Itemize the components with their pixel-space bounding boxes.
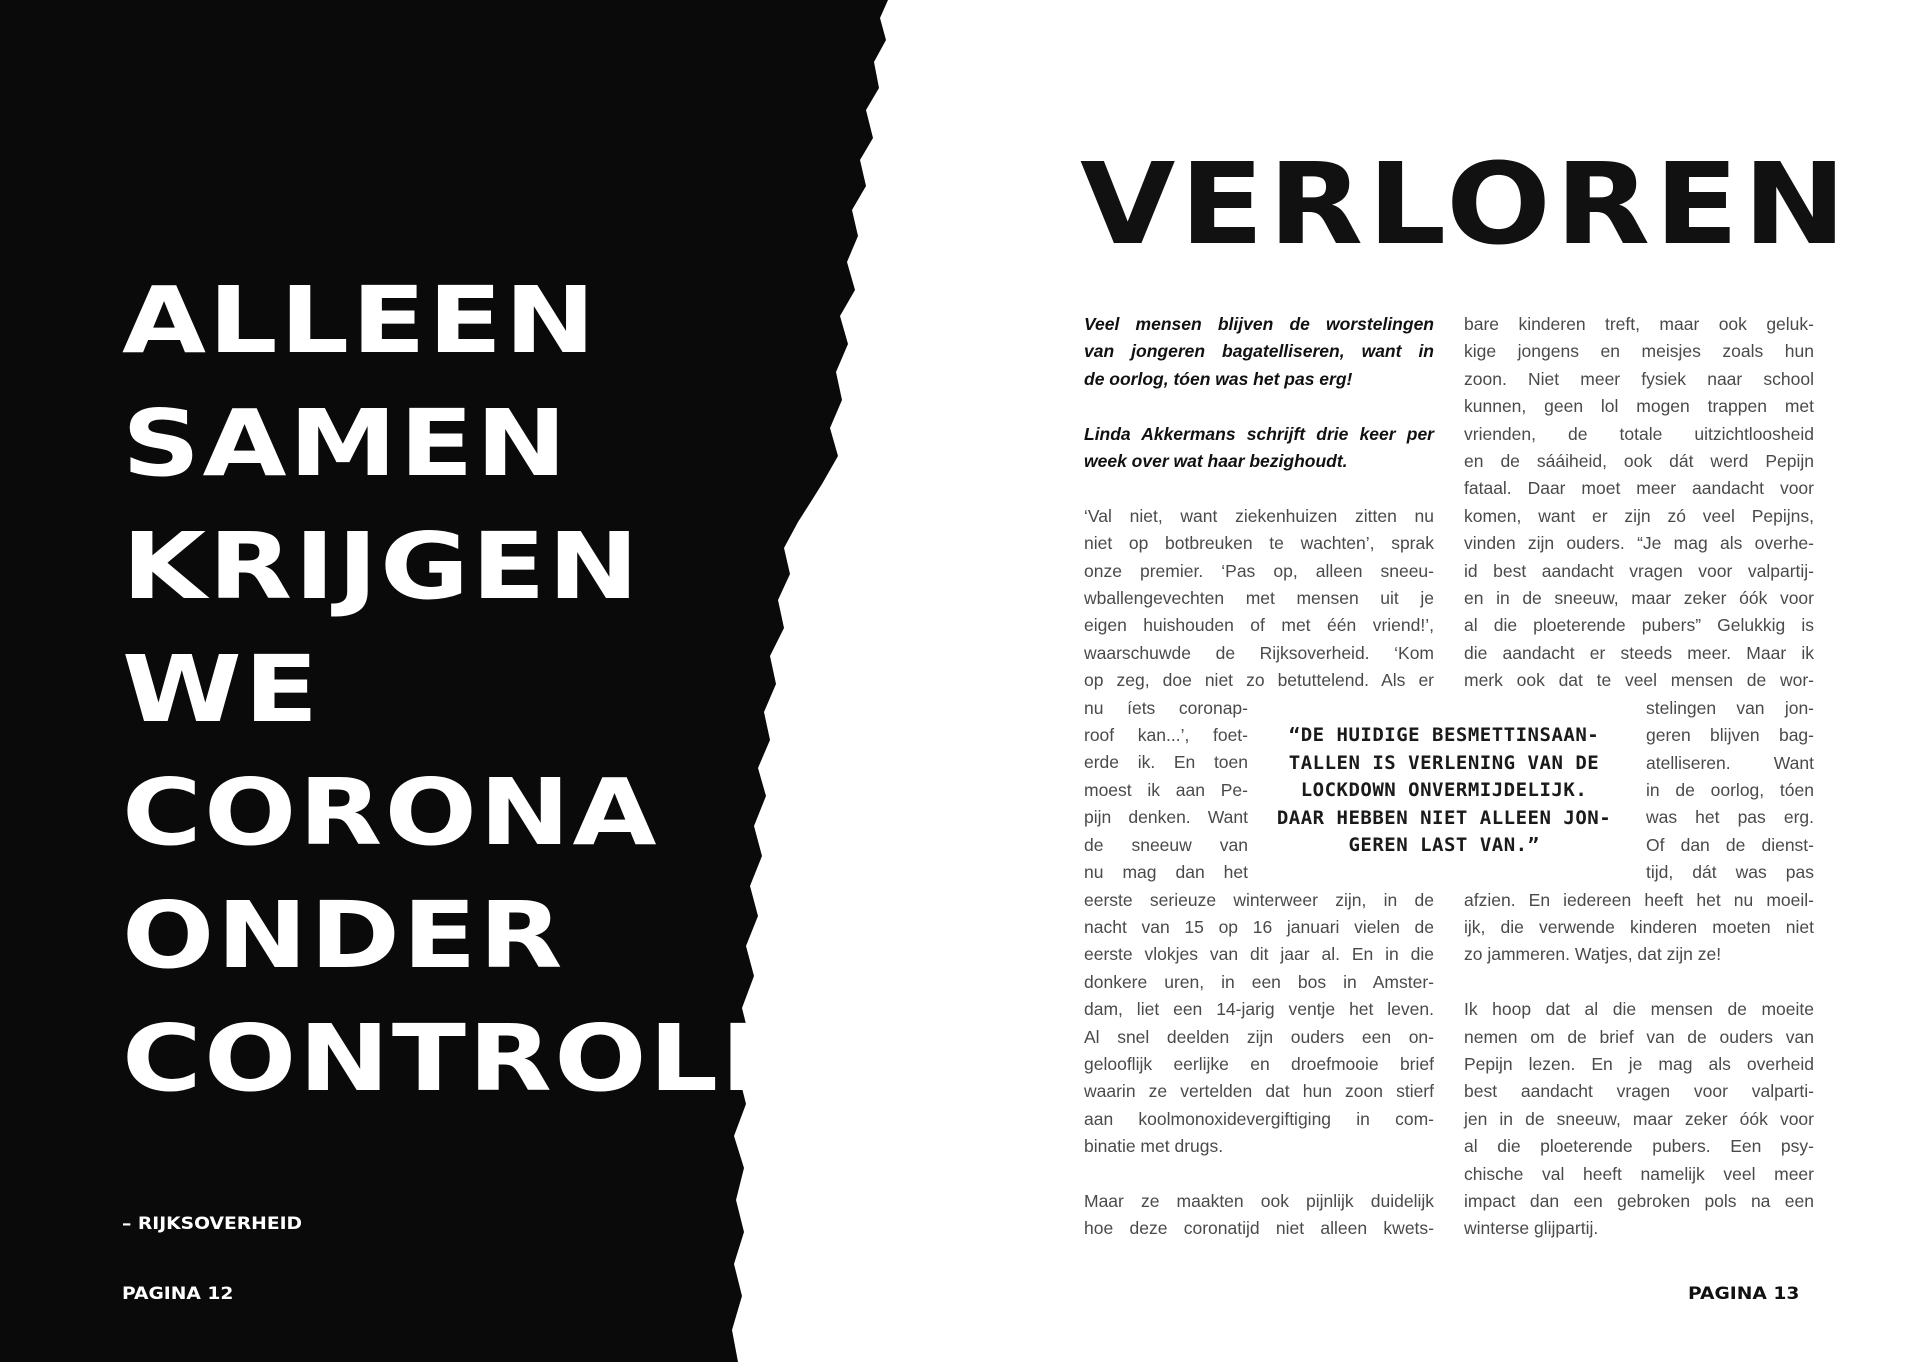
intro-line: Veel mensen blijven de worstelingen [1084, 314, 1434, 334]
body-line: tijd, dát was pas [1646, 862, 1814, 883]
body-line: wballengevechten met mensen uit je [1084, 588, 1434, 609]
body-line: donkere uren, in een bos in Amster- [1084, 971, 1434, 992]
body-line: de sneeuw van [1084, 834, 1248, 855]
slogan-line: CONTROLE [122, 1005, 797, 1112]
body-line: Al snel deelden zijn ouders een on- [1084, 1026, 1434, 1047]
slogan-line: WE [122, 636, 321, 743]
body-paragraph [1464, 311, 1814, 969]
body-line: op zeg, doe niet zo betuttelend. Als er [1084, 670, 1434, 691]
body-line: Maar ze maakten ook pijnlijk duidelijk [1084, 1190, 1434, 1211]
pull-quote-line: GEREN LAST VAN.” [1348, 834, 1540, 856]
body-line: eerste serieuze winterweer zijn, in de [1084, 889, 1434, 910]
body-line: atelliseren. Want [1646, 752, 1814, 773]
body-line: die aandacht er steeds meer. Maar ik [1464, 642, 1814, 663]
body-line: best aandacht vragen voor valparti- [1464, 1081, 1814, 1102]
body-line: geren blijven bag- [1646, 725, 1814, 746]
body-line: in de oorlog, tóen [1646, 779, 1814, 800]
body-line: jen in de sneeuw, maar zeker óók voor [1464, 1108, 1814, 1129]
body-paragraph [1464, 996, 1814, 1243]
body-line: moest ik aan Pe- [1084, 779, 1248, 800]
slogan-line: ONDER [122, 882, 565, 989]
intro-line: de oorlog, tóen was het pas erg! [1084, 368, 1353, 389]
body-line: vrienden, de totale uitzichtloosheid [1464, 423, 1814, 444]
slogan-line: SAMEN [122, 390, 570, 497]
body-line: afzien. En iedereen heeft het nu moeil- [1464, 889, 1814, 910]
slogan-line: CORONA [122, 759, 659, 866]
body-line: chische val heeft namelijk veel meer [1464, 1163, 1814, 1184]
body-line: ijk, die verwende kinderen moeten niet [1464, 916, 1814, 937]
body-paragraph [1084, 1188, 1434, 1243]
body-line: fataal. Daar moet meer aandacht voor [1464, 478, 1814, 499]
body-line: kige jongens en meisjes zoals hun [1464, 341, 1814, 362]
body-line: pijn denken. Want [1084, 807, 1248, 828]
body-line: roof kan...’, foet- [1084, 725, 1248, 746]
body-line: stelingen van jon- [1646, 697, 1814, 718]
article-intro [1084, 311, 1434, 393]
slogan-line: ALLEEN [122, 267, 598, 374]
body-line: nacht van 15 op 16 januari vielen de [1084, 916, 1434, 937]
body-line: nu mag dan het [1084, 862, 1248, 883]
slogan-line: KRIJGEN [122, 513, 642, 620]
body-line: erde ik. En toen [1084, 752, 1248, 773]
body-line: vinden zijn ouders. “Je mag als overhe- [1464, 533, 1814, 554]
body-line: bare kinderen treft, maar ook geluk- [1464, 314, 1814, 334]
body-line: dam, liet een 14-jarig ventje het leven. [1084, 999, 1434, 1020]
body-line: eerste vlokjes van dit jaar al. En in die [1084, 944, 1434, 965]
body-line: komen, want er zijn zó veel Pepijns, [1464, 505, 1814, 526]
pull-quote-line: DAAR HEBBEN NIET ALLEEN JON- [1276, 806, 1612, 829]
body-line: niet op botbreuken te wachten’, sprak [1084, 533, 1434, 554]
body-line: winterse glijpartij. [1464, 1218, 1599, 1239]
pull-quote [1264, 722, 1624, 860]
page-number-right: PAGINA 13 [1688, 1284, 1800, 1304]
byline-line: week over wat haar bezighoudt. [1084, 451, 1348, 472]
pull-quote-line: TALLEN IS VERLENING VAN DE [1288, 751, 1600, 774]
body-line: en de sááiheid, ook dát werd Pepijn [1464, 451, 1814, 472]
body-line: nu íets coronap- [1084, 697, 1248, 718]
body-line: eigen huishouden of met één vriend!’, [1084, 615, 1434, 636]
body-line: aan koolmonoxidevergiftiging in com- [1084, 1108, 1434, 1129]
body-line: Of dan de dienst- [1646, 834, 1814, 855]
article-headline: VERLOREN [1080, 140, 1851, 270]
body-line: al die ploeterende pubers. Een psy- [1464, 1136, 1814, 1157]
body-line: id best aandacht vragen voor valpartij- [1464, 560, 1814, 581]
body-line: onze premier. ‘Pas op, alleen sneeu- [1084, 560, 1434, 581]
body-line: gelooflijk eerlijke en droefmooie brief [1084, 1053, 1434, 1074]
body-line: Pepijn lezen. En je mag als overheid [1464, 1053, 1814, 1074]
body-line: waarin ze vertelden dat hun zoon stierf [1084, 1081, 1434, 1102]
body-line: nemen om de brief van de ouders van [1464, 1026, 1814, 1047]
body-line: impact dan een gebroken pols na een [1464, 1190, 1814, 1211]
page-number-left: PAGINA 12 [122, 1284, 234, 1304]
pull-quote-line: “DE HUIDIGE BESMETTINSAAN- [1288, 724, 1600, 746]
body-line: Ik hoop dat al die mensen de moeite [1464, 999, 1814, 1020]
body-line: binatie met drugs. [1084, 1136, 1224, 1157]
body-line: al die ploeterende pubers” Gelukkig is [1464, 615, 1814, 636]
quote-source: – RIJKSOVERHEID [122, 1214, 303, 1234]
body-line: kunnen, geen lol mogen trappen met [1464, 396, 1814, 417]
body-line: zo jammeren. Watjes, dat zijn ze! [1464, 944, 1722, 965]
byline-line: Linda Akkermans schrijft drie keer per [1084, 423, 1434, 444]
body-line: hoe deze coronatijd niet alleen kwets- [1084, 1218, 1434, 1239]
pull-quote-line: LOCKDOWN ONVERMIJDELIJK. [1300, 779, 1588, 801]
body-line: merk ook dat te veel mensen de wor- [1464, 670, 1814, 691]
body-line: zoon. Niet meer fysiek naar school [1464, 368, 1814, 389]
intro-line: van jongeren bagatelliseren, want in [1084, 341, 1434, 362]
body-line: was het pas erg. [1646, 807, 1814, 828]
body-line: ‘Val niet, want ziekenhuizen zitten nu [1084, 505, 1434, 526]
body-line: en in de sneeuw, maar zeker óók voor [1464, 588, 1814, 609]
article-byline [1084, 421, 1434, 476]
left-page [0, 0, 860, 1362]
body-line: waarschuwde de Rijksoverheid. ‘Kom [1084, 642, 1434, 663]
